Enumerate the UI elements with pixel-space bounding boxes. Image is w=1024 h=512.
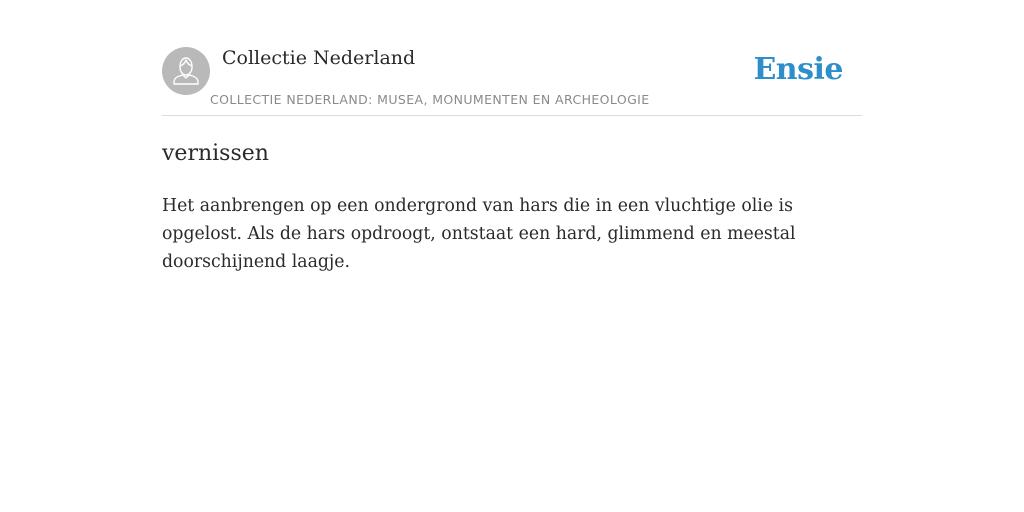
user-avatar-icon[interactable]: [162, 47, 210, 95]
card-header: [162, 0, 862, 116]
entry-term: vernissen: [162, 141, 269, 166]
collection-name-link[interactable]: COLLECTIE NEDERLAND: MUSEA, MONUMENTEN EN ARCHEOLOGIE: [210, 92, 650, 107]
ensie-logo[interactable]: Ensie: [753, 52, 843, 87]
author-name-link[interactable]: Collectie Nederland: [222, 47, 416, 69]
avatar-silhouette: [162, 47, 210, 95]
definition-card: [162, 0, 862, 512]
entry-definition: Het aanbrengen op een ondergrond van hars die in een vluchtige olie is opgelost. Als de hars opdroogt, ontstaat een hard, glimmend en meestal doorschijnend laagje.: [162, 196, 796, 272]
